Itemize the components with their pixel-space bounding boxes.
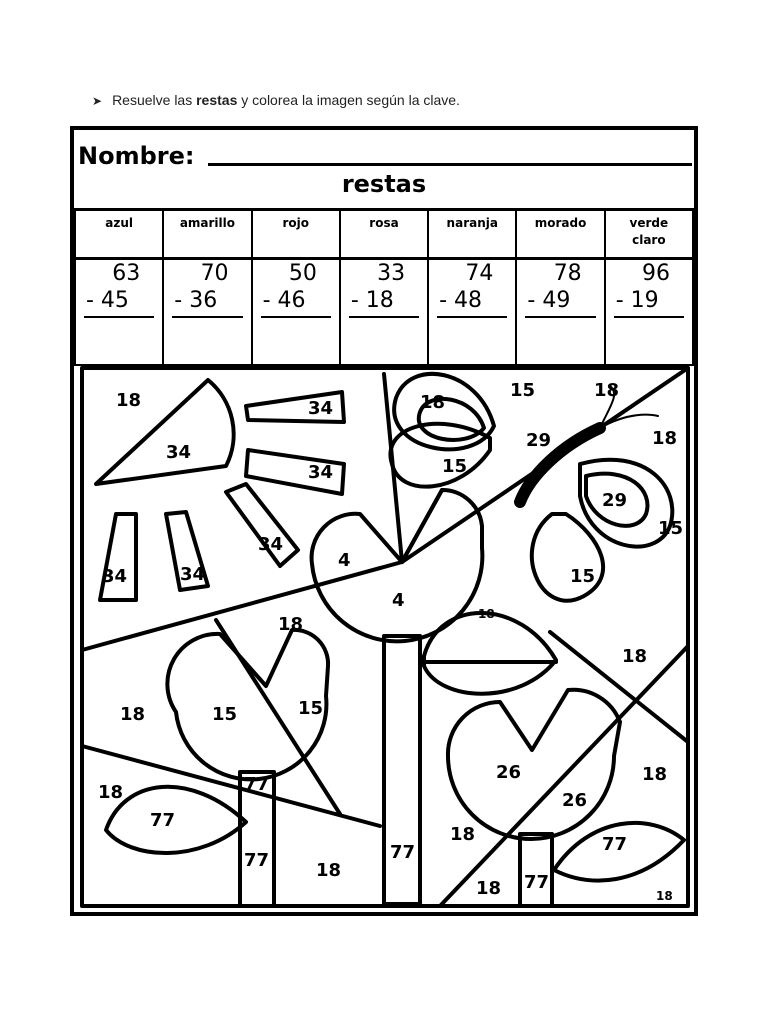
region-number: 15 bbox=[212, 704, 238, 725]
region-number: 18 bbox=[278, 614, 304, 635]
region-number: 18 bbox=[594, 380, 620, 401]
key-color-verde-claro: verde claro bbox=[605, 210, 693, 259]
region-number: 77 bbox=[524, 872, 550, 893]
instruction bbox=[92, 92, 460, 108]
region-number: 77 bbox=[244, 774, 270, 795]
color-key-table bbox=[74, 208, 694, 366]
region-number: 77 bbox=[390, 842, 416, 863]
region-number: 18 bbox=[450, 824, 476, 845]
region-number: 34 bbox=[180, 564, 206, 585]
region-number: 34 bbox=[308, 398, 334, 419]
subtraction-problem[interactable]: 33 - 18 bbox=[340, 259, 428, 366]
region-number: 18 bbox=[652, 428, 678, 449]
region-number: 18 bbox=[656, 889, 673, 903]
region-number: 26 bbox=[562, 790, 588, 811]
center-leaf[interactable] bbox=[424, 613, 556, 694]
sun-ray[interactable] bbox=[100, 514, 136, 600]
region-number: 29 bbox=[526, 430, 552, 451]
region-number: 15 bbox=[442, 456, 468, 477]
key-color-rosa: rosa bbox=[340, 210, 428, 259]
region-number: 18 bbox=[478, 607, 495, 621]
subtraction-problem[interactable]: 70 - 36 bbox=[163, 259, 251, 366]
left-leaf[interactable] bbox=[106, 787, 246, 853]
region-number: 34 bbox=[102, 566, 128, 587]
region-number: 77 bbox=[150, 810, 176, 831]
region-number: 29 bbox=[602, 490, 628, 511]
region-number: 26 bbox=[496, 762, 522, 783]
region-line bbox=[82, 746, 380, 826]
key-color-morado: morado bbox=[516, 210, 604, 259]
key-color-azul: azul bbox=[75, 210, 163, 259]
center-flower-split bbox=[402, 490, 442, 562]
region-number: 18 bbox=[642, 764, 668, 785]
region-number: 18 bbox=[476, 878, 502, 899]
region-number: 4 bbox=[392, 590, 405, 611]
right-flower[interactable] bbox=[448, 690, 620, 839]
region-number: 34 bbox=[166, 442, 192, 463]
worksheet-title: restas bbox=[341, 170, 427, 198]
region-number: 18 bbox=[116, 390, 142, 411]
coloring-picture[interactable] bbox=[80, 366, 690, 908]
subtraction-problem[interactable]: 78 - 49 bbox=[516, 259, 604, 366]
arrow-bullet-icon: ➤ bbox=[92, 94, 103, 108]
region-number: 77 bbox=[602, 834, 628, 855]
region-number: 77 bbox=[244, 850, 270, 871]
region-number: 18 bbox=[316, 860, 342, 881]
key-color-naranja: naranja bbox=[428, 210, 516, 259]
name-field-line[interactable] bbox=[208, 163, 692, 166]
region-number: 18 bbox=[420, 392, 446, 413]
subtraction-problem[interactable]: 50 - 46 bbox=[252, 259, 340, 366]
instruction-bold: restas bbox=[196, 92, 238, 108]
name-label: Nombre: bbox=[78, 142, 195, 170]
region-number: 15 bbox=[510, 380, 536, 401]
region-number: 15 bbox=[658, 518, 684, 539]
region-number: 15 bbox=[570, 566, 596, 587]
instruction-suffix: y colorea la imagen según la clave. bbox=[241, 92, 460, 108]
region-number: 15 bbox=[298, 698, 324, 719]
worksheet bbox=[70, 126, 698, 916]
key-color-amarillo: amarillo bbox=[163, 210, 251, 259]
region-number: 4 bbox=[338, 550, 351, 571]
center-stem[interactable] bbox=[384, 636, 420, 904]
subtraction-problem[interactable]: 74 - 48 bbox=[428, 259, 516, 366]
region-number: 34 bbox=[258, 534, 284, 555]
region-number: 18 bbox=[622, 646, 648, 667]
subtraction-problem[interactable]: 96 - 19 bbox=[605, 259, 693, 366]
subtraction-problem[interactable]: 63 - 45 bbox=[75, 259, 163, 366]
region-number: 34 bbox=[308, 462, 334, 483]
key-color-rojo: rojo bbox=[252, 210, 340, 259]
region-number: 18 bbox=[98, 782, 124, 803]
right-stem[interactable] bbox=[520, 834, 552, 906]
region-number: 18 bbox=[120, 704, 146, 725]
instruction-prefix: Resuelve las bbox=[112, 92, 193, 108]
